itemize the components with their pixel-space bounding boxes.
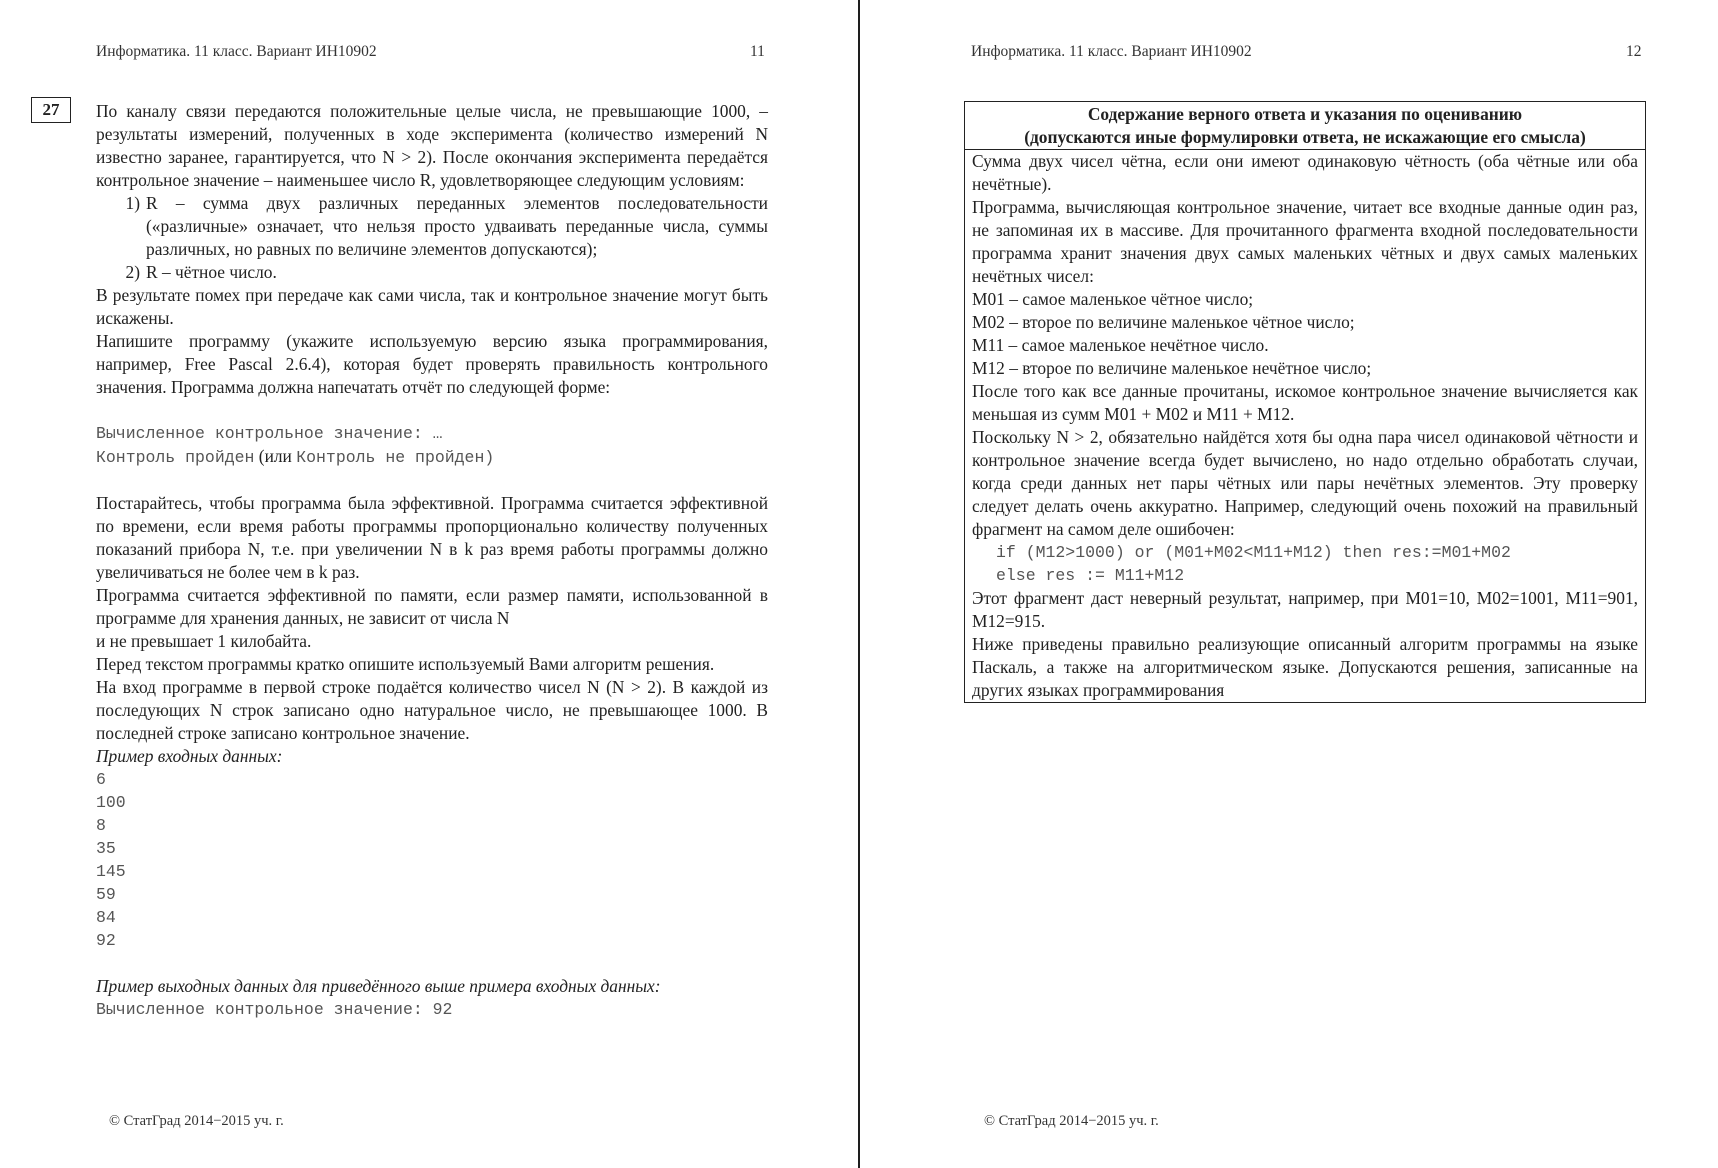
conditions-list — [96, 192, 768, 284]
condition-item — [96, 261, 768, 284]
answer-title-line-1: Содержание верного ответа и указания по оцениванию — [1087, 104, 1523, 124]
variable-m11: M11 – самое маленькое нечётное число. — [972, 335, 1269, 355]
code-line: else res := M11+M12 — [996, 566, 1185, 585]
answer-paragraph: После того как все данные прочитаны, искомое контрольное значение вычисляется как меньшая из сумм M01 + M02 и M11 + M12. — [972, 381, 1638, 424]
condition-item — [96, 192, 768, 261]
condition-text: R – чётное число. — [146, 262, 277, 282]
answer-body — [965, 150, 1645, 702]
example-input-label: Пример входных данных: — [96, 746, 283, 766]
example-input-line: 8 — [96, 816, 106, 835]
left-page — [0, 0, 858, 1168]
report-line-2 — [96, 445, 768, 469]
example-input-line: 35 — [96, 839, 116, 858]
answer-paragraph: Ниже приведены правильно реализующие описанный алгоритм программы на языке Паскаль, а также на алгоритмическом языке. Допускаются решения, записанные на других языках программирования — [972, 634, 1638, 700]
efficiency-memory-paragraph: Программа считается эффективной по памяти, если размер памяти, использованной в программе для хранения данных, не зависит от числа N — [96, 585, 768, 628]
report-fail: Контроль не пройден) — [296, 448, 495, 467]
example-input-line: 100 — [96, 793, 126, 812]
program-paragraph: Напишите программу (укажите используемую версию языка программирования, например, Free Pascal 2.6.4), которая будет проверять правильность контрольного значения. Программа должна напечатать отчёт по следующей форме: — [96, 331, 768, 397]
condition-text: R – сумма двух различных переданных элементов последовательности («различные» означает, что нельзя просто удваивать переданные числа, суммы различных, но равных по величине элементов допускаются); — [146, 193, 768, 259]
answer-paragraph: Программа, вычисляющая контрольное значение, читает все входные данные один раз, не запоминая их в массиве. Для прочитанного фрагмента входной последовательности программа хранит значения двух самых маленьких чётных и двух самых маленьких нечётных чисел: — [972, 197, 1638, 286]
page-footer: © СтатГрад 2014−2015 уч. г. — [984, 1113, 1159, 1129]
answer-box — [964, 101, 1646, 703]
answer-title-line-2: (допускаются иные формулировки ответа, не искажающие его смысла) — [1024, 127, 1586, 147]
answer-paragraph: Поскольку N > 2, обязательно найдётся хотя бы одна пара чисел одинаковой чётности и контрольное значение всегда будет вычислено, но надо отдельно обработать случаи, когда среди данных нет пары чётных или пары нечётных элементов. Эту проверку следует делать очень аккуратно. Например, следующий очень похожий на правильный фрагмент на самом деле ошибочен: — [972, 427, 1638, 539]
example-output: Вычисленное контрольное значение: 92 — [96, 1000, 453, 1019]
task-text — [96, 100, 768, 1021]
task-number-box: 27 — [31, 97, 71, 123]
report-line-1: Вычисленное контрольное значение: … — [96, 424, 443, 443]
variable-m12: M12 – второе по величине маленькое нечётное число; — [972, 358, 1372, 378]
condition-number: 1) — [125, 193, 140, 213]
condition-number: 2) — [125, 262, 140, 282]
input-paragraph: На вход программе в первой строке подаётся количество чисел N (N > 2). В каждой из последующих N строк записано одно натуральное число, не превышающее 1000. В последней строке записано контрольное значение. — [96, 677, 768, 743]
variable-m02: M02 – второе по величине маленькое чётное число; — [972, 312, 1355, 332]
example-input-line: 92 — [96, 931, 116, 950]
example-output-label: Пример выходных данных для приведённого выше примера входных данных: — [96, 976, 661, 996]
report-pass: Контроль пройден — [96, 448, 255, 467]
report-or: (или — [254, 446, 297, 466]
example-input-line: 84 — [96, 908, 116, 927]
code-line: if (M12>1000) or (M01+M02<M11+M12) then res:=M01+M02 — [996, 543, 1511, 562]
noise-paragraph: В результате помех при передаче как сами числа, так и контрольное значение могут быть искажены. — [96, 285, 768, 328]
example-input-line: 59 — [96, 885, 116, 904]
efficiency-memory-paragraph-end: и не превышает 1 килобайта. — [96, 631, 312, 651]
answer-paragraph: Этот фрагмент даст неверный результат, например, при M01=10, M02=1001, M11=901, M12=915. — [972, 588, 1638, 631]
answer-box-title — [965, 102, 1645, 150]
example-input-line: 6 — [96, 770, 106, 789]
variable-m01: M01 – самое маленькое чётное число; — [972, 289, 1254, 309]
task-intro: По каналу связи передаются положительные целые числа, не превышающие 1000, – результаты измерений, полученных в ходе эксперимента (количество измерений N известно заранее, гарантируется, что N > 2). После окончания эксперимента передаётся контрольное значение – наименьшее число R, удовлетворяющее следующим условиям: — [96, 101, 768, 190]
page-number: 11 — [750, 43, 765, 60]
page-header: Информатика. 11 класс. Вариант ИН10902 — [96, 43, 377, 60]
algorithm-paragraph: Перед текстом программы кратко опишите используемый Вами алгоритм решения. — [96, 654, 715, 674]
efficiency-time-paragraph: Постарайтесь, чтобы программа была эффективной. Программа считается эффективной по времени, если время работы программы пропорционально количеству полученных показаний прибора N, т.е. при увеличении N в k раз время работы программы должно увеличиваться не более чем в k раз. — [96, 493, 768, 582]
page-header: Информатика. 11 класс. Вариант ИН10902 — [971, 43, 1252, 60]
page-number: 12 — [1626, 43, 1642, 60]
example-input-line: 145 — [96, 862, 126, 881]
answer-paragraph: Сумма двух чисел чётна, если они имеют одинаковую чётность (оба чётные или оба нечётные). — [972, 151, 1638, 194]
page-footer: © СтатГрад 2014−2015 уч. г. — [109, 1113, 284, 1129]
